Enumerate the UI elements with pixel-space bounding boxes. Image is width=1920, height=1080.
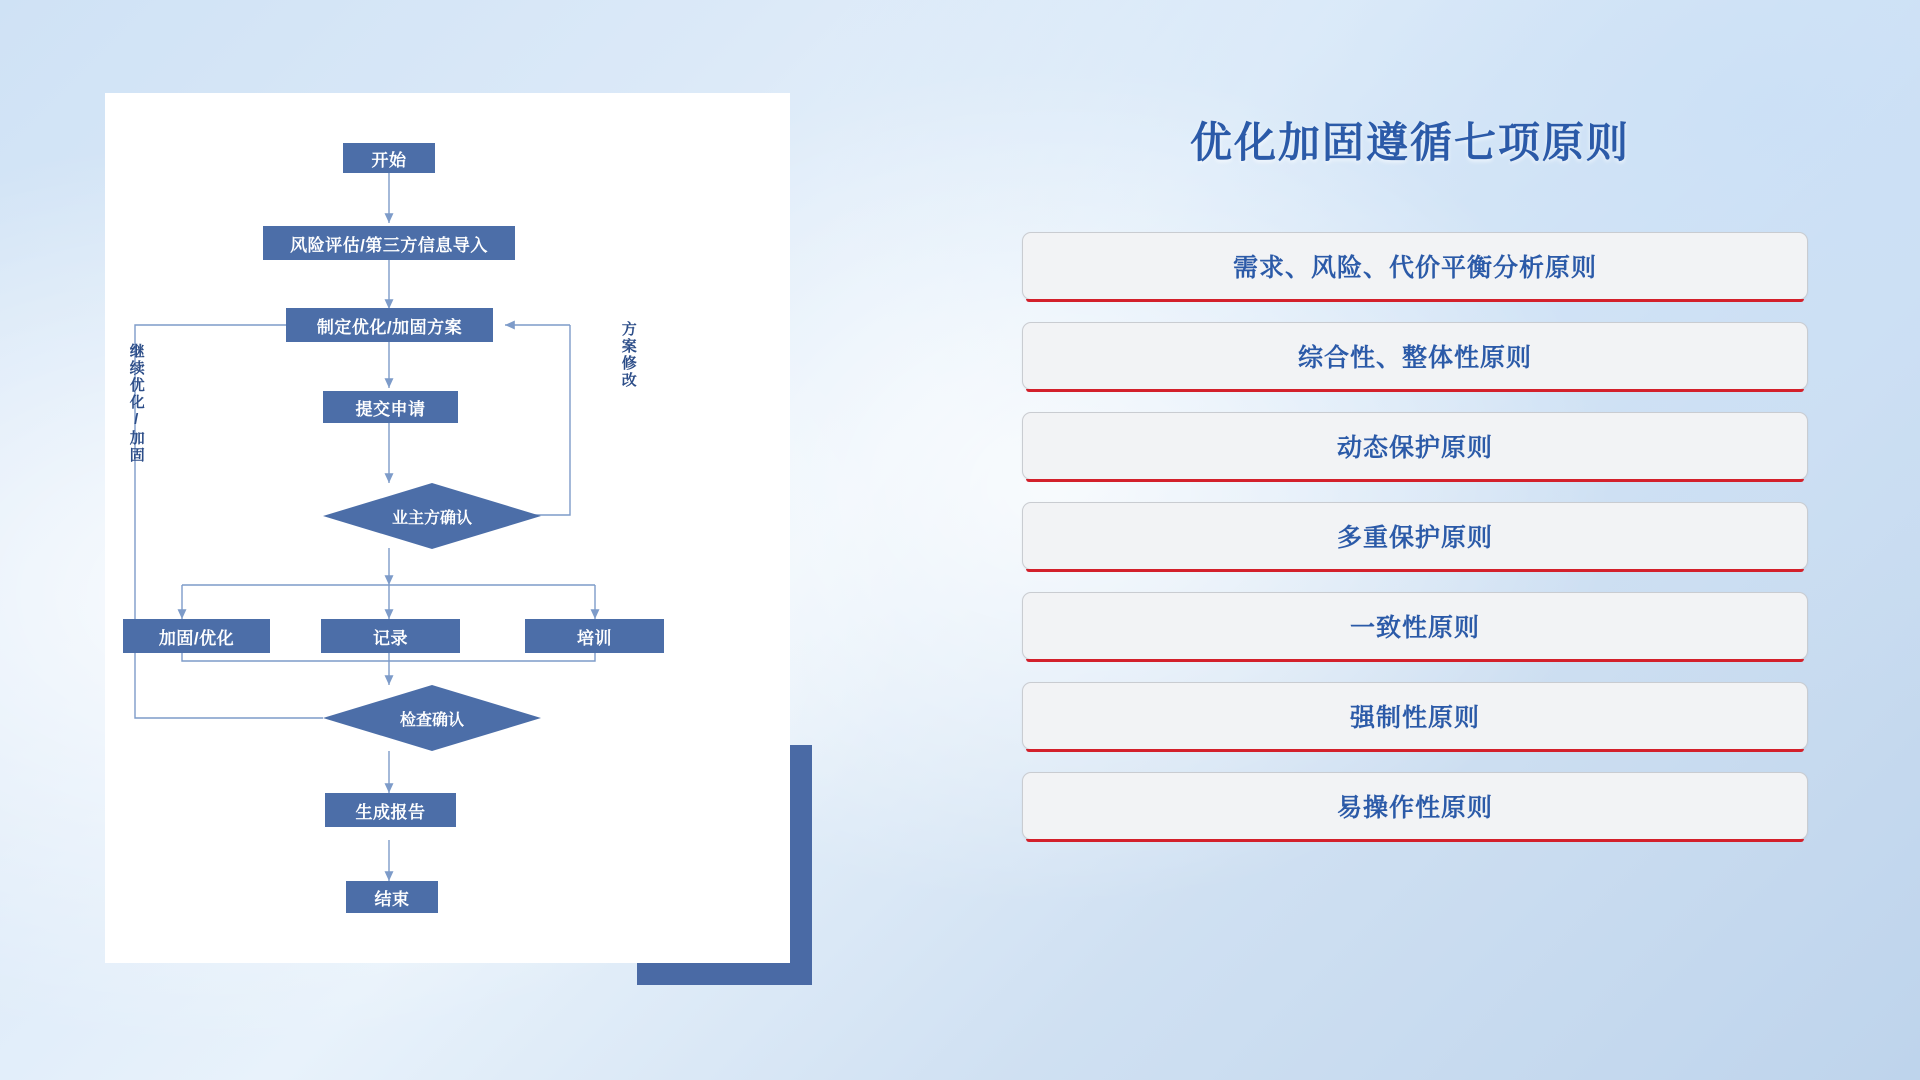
principles-list [1022, 232, 1808, 862]
flow-node-risk-assessment-label: 风险评估/第三方信息导入 [290, 235, 488, 255]
flow-node-submit-application-label: 提交申请 [355, 399, 426, 419]
flow-node-owner-confirm [323, 483, 541, 549]
principle-item-5 [1022, 592, 1808, 660]
principle-item-6 [1022, 682, 1808, 750]
flow-node-submit-application [323, 391, 458, 423]
principle-label: 综合性、整体性原则 [1297, 344, 1532, 372]
edge-label-right: 方案修改 [619, 321, 637, 389]
flow-node-check-confirm-label: 检查确认 [399, 711, 464, 729]
page-title: 优化加固遵循七项原则 [1189, 119, 1630, 166]
flow-node-training-label: 培训 [577, 628, 612, 648]
flow-node-generate-report-label: 生成报告 [355, 802, 426, 822]
flow-node-record-label: 记录 [373, 628, 408, 648]
flow-node-risk-assessment [263, 226, 515, 260]
flow-node-owner-confirm-label: 业主方确认 [391, 509, 472, 527]
flow-node-start [343, 143, 435, 173]
flow-node-end [346, 881, 438, 913]
flow-node-start-label: 开始 [371, 150, 407, 170]
principle-label: 需求、风险、代价平衡分析原则 [1232, 254, 1597, 282]
principle-label: 多重保护原则 [1336, 524, 1493, 552]
flowchart-card [105, 93, 790, 963]
flow-node-training [525, 619, 664, 653]
principle-item-3 [1022, 412, 1808, 480]
principle-label: 动态保护原则 [1336, 434, 1493, 462]
flow-node-make-plan-label: 制定优化/加固方案 [316, 317, 463, 337]
flow-node-make-plan [286, 308, 493, 342]
principle-item-1 [1022, 232, 1808, 300]
principle-item-2 [1022, 322, 1808, 390]
principle-label: 一致性原则 [1349, 614, 1480, 642]
flow-node-record [321, 619, 460, 653]
flow-node-generate-report [325, 793, 456, 827]
principle-label: 易操作性原则 [1336, 794, 1493, 822]
principle-label: 强制性原则 [1349, 704, 1480, 732]
flow-node-end-label: 结束 [374, 889, 410, 909]
flow-node-reinforce-optimize-label: 加固/优化 [158, 628, 235, 648]
flow-node-check-confirm [323, 685, 541, 751]
principle-item-7 [1022, 772, 1808, 840]
principle-item-4 [1022, 502, 1808, 570]
edge-label-left: 继续优化/加固 [127, 343, 145, 464]
flow-node-reinforce-optimize [123, 619, 270, 653]
